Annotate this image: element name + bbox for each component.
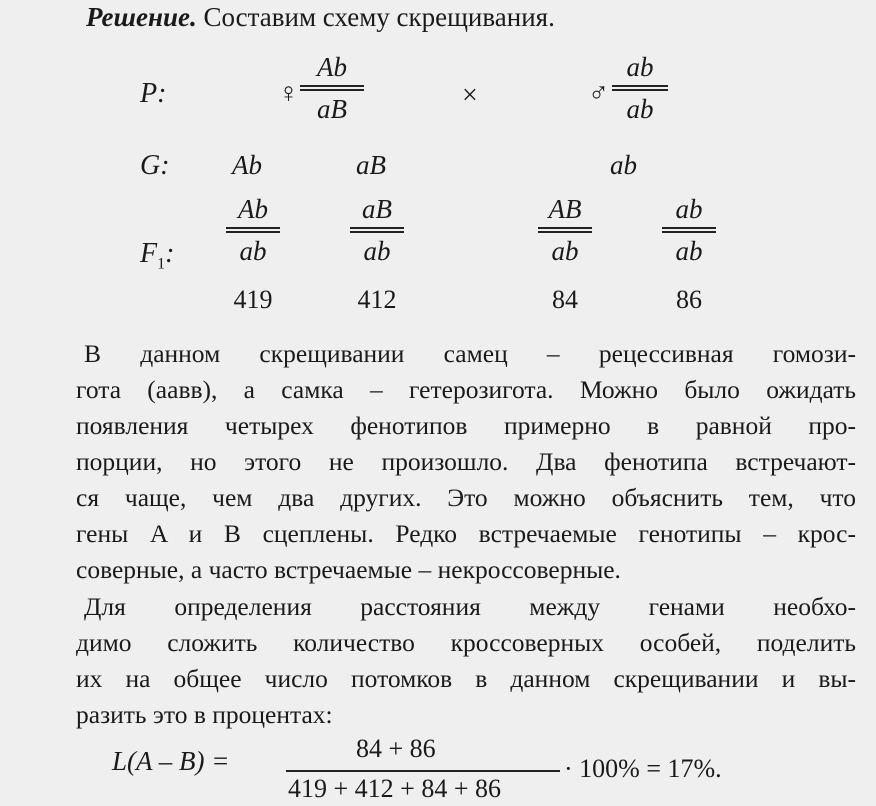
text-line: соверные, а часто встречаемые – некроссоверные. — [76, 555, 621, 584]
offspring-top: AB — [548, 194, 582, 224]
text-line: гота (аавв), а самка – гетерозигота. Можно было ожидать — [76, 375, 856, 404]
male-genotype-bottom: ab — [626, 94, 654, 124]
offspring-bottom: ab — [675, 236, 703, 266]
double-bar — [538, 227, 592, 233]
offspring-top: Ab — [238, 194, 268, 224]
offspring-count: 84 — [552, 285, 578, 314]
text-line: разить это в процентах: — [76, 700, 333, 729]
text-line: В данном скрещивании самец – рецессивная гомози- — [84, 339, 856, 368]
gametes-label: G: — [140, 150, 170, 181]
offspring-genotype — [350, 194, 404, 266]
paragraph-explanation — [76, 336, 856, 588]
female-genotype-top: Ab — [317, 52, 347, 82]
female-genotype — [300, 52, 364, 124]
f1-letter: F — [140, 238, 158, 269]
gamete: Ab — [232, 150, 262, 180]
solution-heading — [86, 2, 555, 33]
parents-label: P: — [140, 78, 167, 109]
heading-lead: Решение. — [86, 2, 197, 32]
text-line: порции, но этого не произошло. Два фенотипа встречают- — [76, 447, 856, 476]
f1-subscript: 1 — [157, 255, 166, 273]
double-bar — [350, 227, 404, 233]
double-bar — [226, 227, 280, 233]
male-genotype — [612, 52, 668, 124]
formula-lhs: L(A – B) = — [112, 746, 230, 776]
double-bar — [662, 227, 716, 233]
text-line: ся чаще, чем два других. Это можно объяснить тем, что — [76, 483, 856, 512]
offspring-genotype — [538, 194, 592, 266]
f1-colon: : — [165, 238, 175, 269]
double-bar — [300, 85, 364, 91]
gamete: aB — [356, 150, 386, 180]
offspring-bottom: ab — [363, 236, 391, 266]
offspring-count: 86 — [676, 285, 702, 314]
text-line: димо сложить количество кроссоверных особей, поделить — [76, 628, 856, 657]
male-symbol: ♂ — [588, 78, 609, 109]
offspring-bottom: ab — [551, 236, 579, 266]
offspring-count: 412 — [357, 285, 397, 314]
text-line: гены A и B сцеплены. Редко встречаемые генотипы – крос- — [76, 519, 856, 548]
text-line: появления четырех фенотипов примерно в равной про- — [76, 411, 856, 440]
f1-label — [140, 238, 174, 274]
text-line: Для определения расстояния между генами необхо- — [84, 592, 856, 621]
double-bar — [612, 85, 668, 91]
female-genotype-bottom: aB — [317, 94, 347, 124]
cross-symbol: × — [462, 80, 478, 111]
female-symbol: ♀ — [278, 78, 299, 109]
offspring-bottom: ab — [239, 236, 267, 266]
heading-text: Составим схему скрещивания. — [196, 2, 555, 32]
offspring-top: aB — [362, 194, 392, 224]
text-line: их на общее число потомков в данном скрещивании и вы- — [76, 664, 856, 693]
formula-numerator: 84 + 86 — [356, 734, 436, 763]
offspring-top: ab — [675, 194, 703, 224]
formula-denominator: 419 + 412 + 84 + 86 — [288, 774, 501, 803]
male-genotype-top: ab — [626, 52, 654, 82]
offspring-count: 419 — [233, 285, 273, 314]
gamete: ab — [610, 150, 637, 180]
formula-rhs: · 100% = 17%. — [564, 754, 722, 783]
fraction-bar — [286, 770, 560, 772]
offspring-genotype — [226, 194, 280, 266]
offspring-genotype — [662, 194, 716, 266]
paragraph-method — [76, 589, 856, 733]
